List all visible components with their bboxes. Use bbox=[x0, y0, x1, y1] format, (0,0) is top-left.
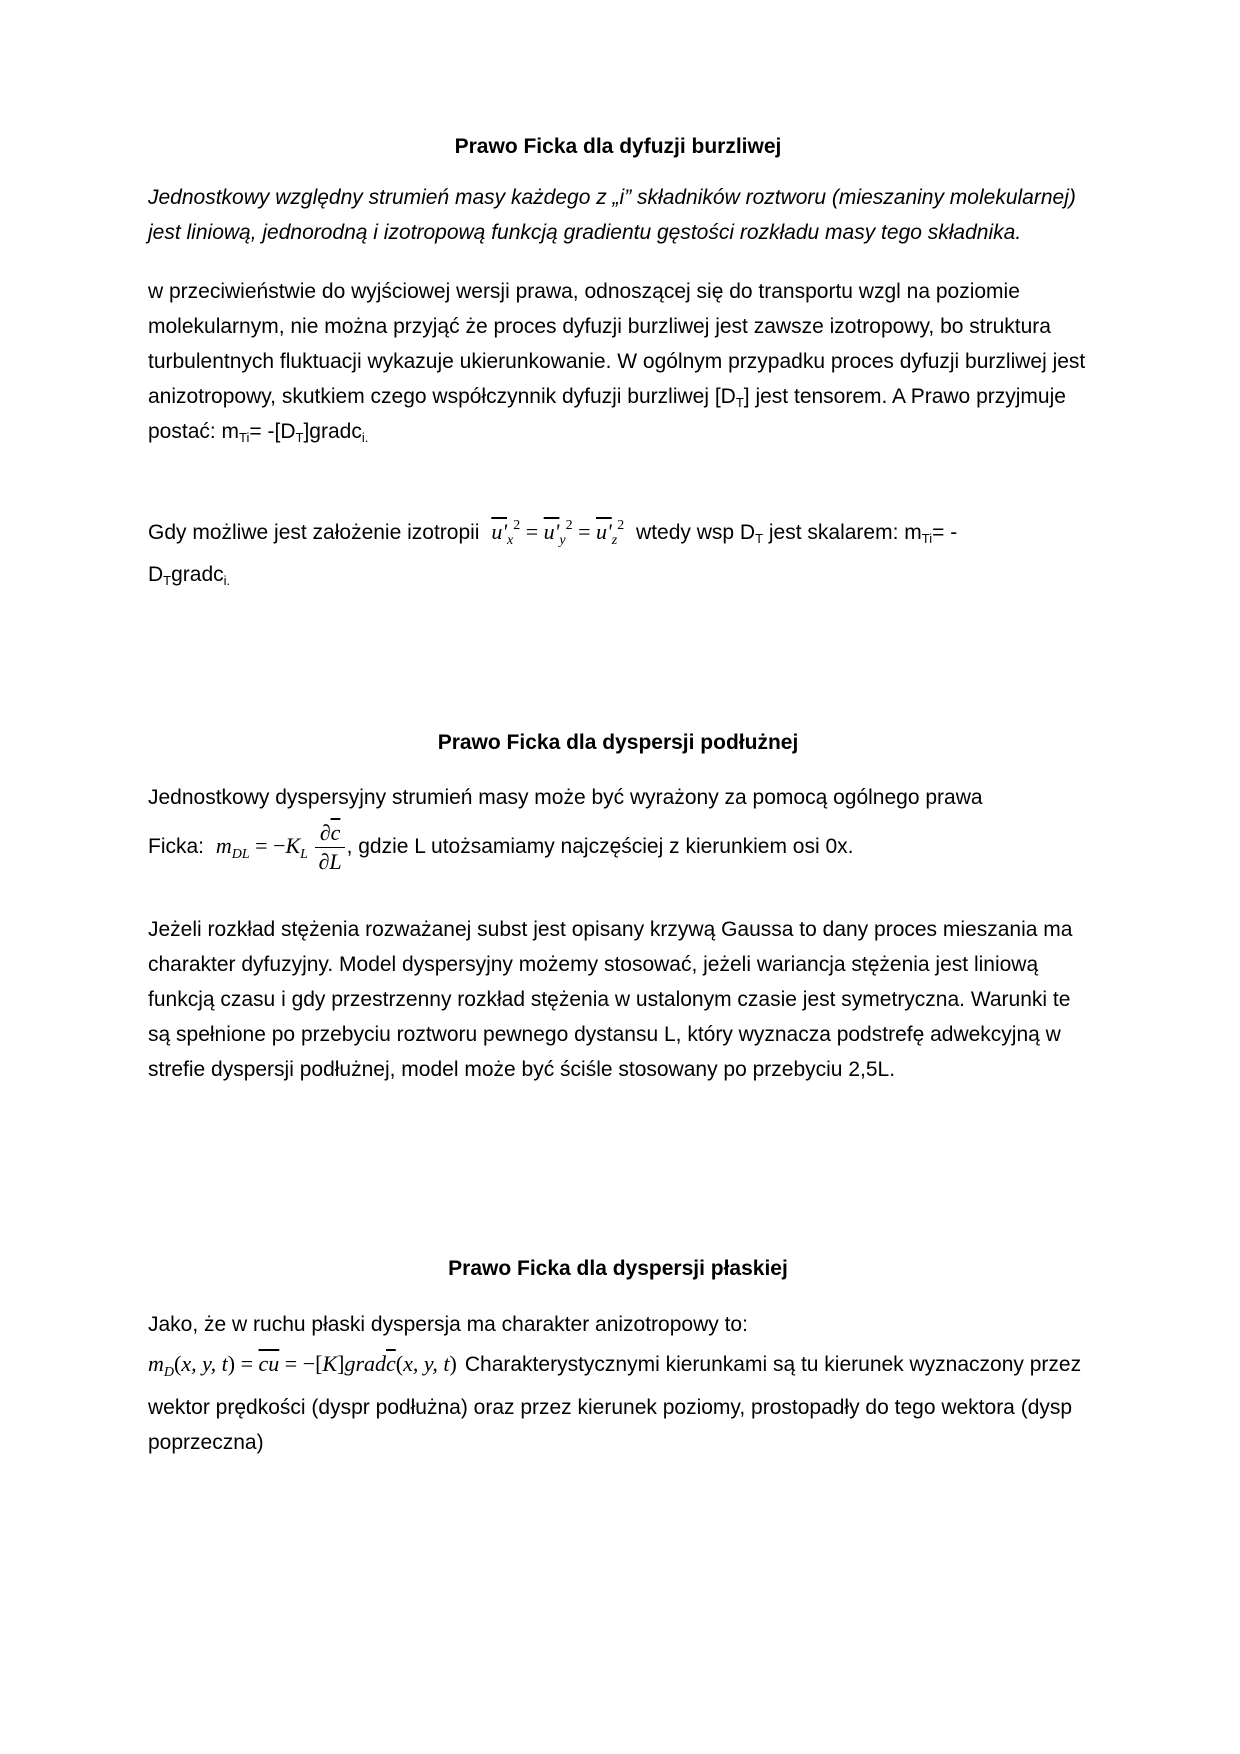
definition-paragraph: Jednostkowy względny strumień masy każdego z „i” składników roztworu (mieszaniny molekularnej) jest liniową, jednorodną i izotropową funkcją gradientu gęstości rozkładu masy tego składnika. bbox=[148, 186, 1076, 244]
planar-after-text: Charakterystycznymi kierunkami są tu kierunek wyznaczony przez wektor prędkości (dyspr podłużna) oraz przez kierunek poziomy, prostopadły do tego wektora (dysp poprzeczna) bbox=[148, 1353, 1082, 1454]
longitudinal-intro: Jednostkowy dyspersyjny strumień masy może być wyrażony za pomocą ogólnego prawa bbox=[148, 786, 983, 809]
ficka-label: Ficka: bbox=[148, 835, 205, 858]
formula-fraction: $\frac{\partial\overline{c}}{\partial L}$ bbox=[315, 819, 344, 876]
isotropy-line-2 bbox=[148, 557, 1098, 592]
body-text: ] jest tensorem. A Prawo przyjmuje postać: m bbox=[148, 385, 1066, 443]
subscript: i. bbox=[361, 430, 369, 445]
subscript: i. bbox=[223, 573, 231, 588]
planar-intro: Jako, że w ruchu płaski dyspersja ma charakter anizotropowy to: bbox=[148, 1313, 748, 1336]
isotropy-after-text: wtedy wsp D bbox=[636, 521, 756, 544]
anisotropy-paragraph bbox=[148, 274, 1098, 449]
section-title-longitudinal-dispersion: Prawo Ficka dla dyspersji podłużnej bbox=[437, 731, 799, 754]
subscript: T bbox=[755, 531, 764, 546]
subscript: T bbox=[735, 395, 744, 410]
body-text: = -[D bbox=[249, 420, 296, 443]
isotropy-after-text: jest skalarem: m bbox=[768, 521, 922, 544]
isotropy-after-text: = - bbox=[932, 521, 958, 544]
isotropy-line bbox=[148, 508, 1098, 558]
body-text: w przeciwieństwie do wyjściowej wersji prawa, odnoszącej się do transportu wzgl na poziomie molekularnym, nie można przyjąć że proces dyfuzji burzliwej jest zawsze izotropowy, bo struktura turbulentnych fluktuacji wykazuje ukierunkowanie. W ogólnym przypadku proces dyfuzji burzliwej jest anizotropowy, skutkiem czego współczynnik dyfuzji burzliwej [D bbox=[148, 280, 1086, 408]
section-title-planar-dispersion: Prawo Ficka dla dyspersji płaskiej bbox=[448, 1257, 788, 1280]
ficka-formula-line bbox=[148, 816, 1098, 885]
subscript: T bbox=[295, 430, 304, 445]
subscript: T bbox=[163, 573, 172, 588]
ficka-after-text: , gdzie L utożsamiamy najczęściej z kierunkiem osi 0x. bbox=[346, 835, 854, 858]
body-text: ]gradc bbox=[303, 420, 362, 443]
planar-formula: $m_D(x$, y, $t) = \overline{cu}$ = $-[K]grad\overline{c}(x$, y, t) bbox=[148, 1351, 457, 1380]
section-title-turbulent-diffusion: Prawo Ficka dla dyfuzji burzliwej bbox=[454, 135, 782, 158]
isotropy-formula: $u'_x^2 = u'_y^2 = u'_z^2$ bbox=[491, 518, 625, 548]
body-text: gradc bbox=[171, 563, 224, 586]
subscript: Ti bbox=[239, 430, 250, 445]
longitudinal-formula: $m_{DL} = -K_L$ $\frac{\partial\overline{c}}{\partial L}$ bbox=[216, 833, 347, 858]
isotropy-intro-text: Gdy możliwe jest założenie izotropii bbox=[148, 521, 480, 544]
planar-formula-paragraph bbox=[148, 1346, 1098, 1460]
body-text: D bbox=[148, 563, 164, 586]
gauss-paragraph: Jeżeli rozkład stężenia rozważanej subst jest opisany krzywą Gaussa to dany proces mieszania ma charakter dyfuzyjny. Model dyspersyjny możemy stosować, jeżeli wariancja stężenia jest liniową funkcją czasu i gdy przestrzenny rozkład stężenia w ustalonym czasie jest symetryczna. Warunki te są spełnione po przebyciu roztworu pewnego dystansu L, który wyznacza podstrefę adwekcyjną w strefie dyspersji podłużnej, model może być ściśle stosowany po przebyciu 2,5L. bbox=[148, 918, 1073, 1081]
subscript: Ti bbox=[921, 531, 933, 546]
